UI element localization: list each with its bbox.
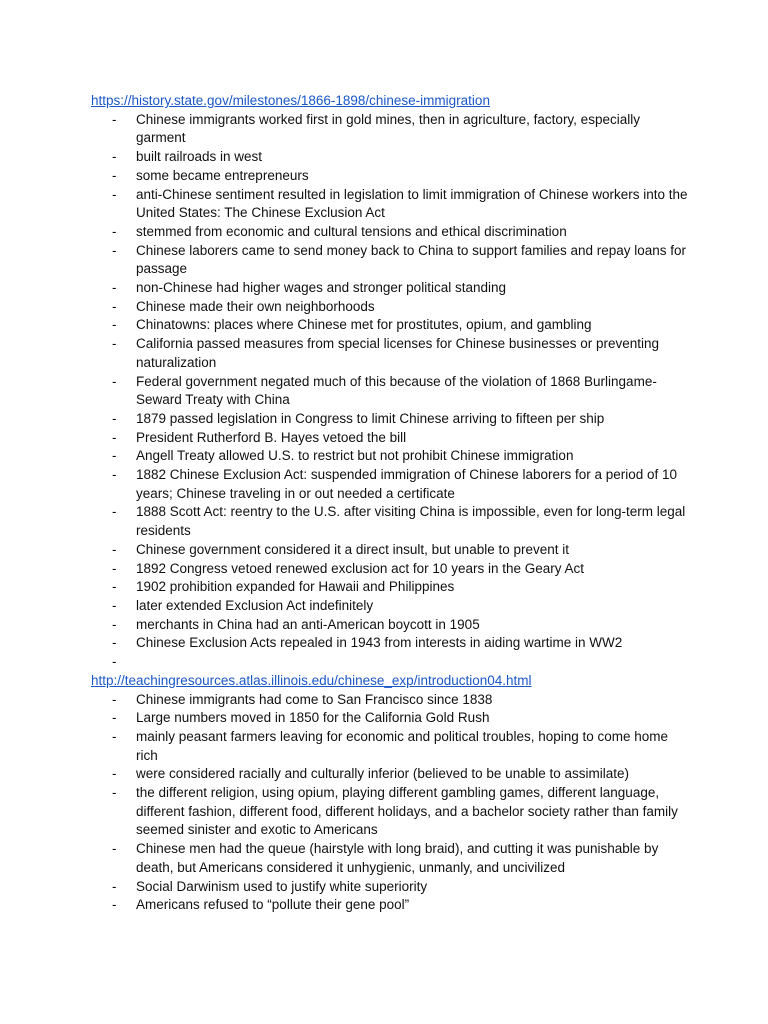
list-item [91, 560, 691, 579]
list-item-text: Chinese laborers came to send money back to China to support families and repay loans for passage [136, 242, 687, 277]
list-item-text: stemmed from economic and cultural tensions and ethical discrimination [136, 223, 567, 239]
list-item [91, 373, 691, 410]
bullet-dash: - [112, 841, 117, 857]
list-item-empty [91, 653, 691, 672]
bullet-list [91, 111, 691, 672]
list-item-text: 1888 Scott Act: reentry to the U.S. after visiting China is impossible, even for long-term legal residents [136, 504, 686, 539]
list-item-text: Large numbers moved in 1850 for the California Gold Rush [136, 710, 490, 726]
source-link-state-gov[interactable]: https://history.state.gov/milestones/1866-1898/chinese-immigration [91, 93, 490, 108]
bullet-dash: - [112, 597, 117, 613]
list-item [91, 691, 691, 710]
list-item [91, 429, 691, 448]
list-item-text: Chinese government considered it a direct insult, but unable to prevent it [136, 541, 570, 557]
list-item-text: Federal government negated much of this because of the violation of 1868 Burlingame-Seward Treaty with China [136, 373, 657, 408]
list-item [91, 447, 691, 466]
list-item [91, 167, 691, 186]
list-item-text: later extended Exclusion Act indefinitely [136, 597, 374, 613]
bullet-dash: - [112, 467, 117, 483]
bullet-dash: - [112, 410, 117, 426]
list-item-text: some became entrepreneurs [136, 167, 309, 183]
bullet-dash: - [112, 149, 117, 165]
list-item-text: Americans refused to “pollute their gene pool” [136, 897, 410, 913]
list-item-text: Chinese immigrants worked first in gold mines, then in agriculture, factory, especially garment [136, 111, 640, 146]
bullet-dash: - [112, 766, 117, 782]
list-item [91, 616, 691, 635]
list-item [91, 634, 691, 653]
bullet-dash: - [112, 785, 117, 801]
list-item-text: California passed measures from special licenses for Chinese businesses or preventing naturalization [136, 336, 660, 370]
bullet-dash: - [112, 336, 117, 352]
list-item-text: Chinese made their own neighborhoods [136, 298, 375, 314]
bullet-dash: - [112, 373, 117, 389]
list-item-text: merchants in China had an anti-American boycott in 1905 [136, 616, 480, 632]
bullet-dash: - [112, 111, 117, 127]
bullet-dash: - [112, 616, 117, 632]
bullet-dash: - [112, 878, 117, 894]
list-item-text: 1882 Chinese Exclusion Act: suspended immigration of Chinese laborers for a period of 10 years; Chinese traveling in or out needed a certificate [136, 467, 678, 501]
list-item-text: Chinese Exclusion Acts repealed in 1943 from interests in aiding wartime in WW2 [136, 635, 623, 651]
bullet-dash: - [112, 579, 117, 595]
list-item-text: Chinese immigrants had come to San Francisco since 1838 [136, 691, 493, 707]
list-item [91, 896, 691, 915]
bullet-dash: - [112, 317, 117, 333]
list-item [91, 223, 691, 242]
bullet-dash: - [112, 280, 117, 296]
bullet-dash: - [112, 691, 117, 707]
list-item-text: Angell Treaty allowed U.S. to restrict but not prohibit Chinese immigration [136, 448, 574, 464]
list-item [91, 466, 691, 503]
bullet-dash: - [112, 560, 117, 576]
bullet-dash: - [112, 710, 117, 726]
bullet-dash: - [112, 223, 117, 239]
bullet-dash: - [112, 242, 117, 258]
bullet-dash: - [112, 298, 117, 314]
list-item [91, 709, 691, 728]
bullet-dash: - [112, 897, 117, 913]
list-item-text: 1879 passed legislation in Congress to limit Chinese arriving to fifteen per ship [136, 410, 605, 426]
bullet-dash: - [112, 728, 117, 744]
list-item [91, 578, 691, 597]
list-item [91, 840, 691, 877]
list-item [91, 597, 691, 616]
bullet-list [91, 691, 691, 915]
bullet-dash: - [112, 504, 117, 520]
document-content [91, 92, 691, 915]
list-item [91, 728, 691, 765]
list-item [91, 503, 691, 540]
list-item-text: were considered racially and culturally inferior (believed to be unable to assimilate) [136, 766, 630, 782]
bullet-dash: - [112, 448, 117, 464]
list-item-text: President Rutherford B. Hayes vetoed the bill [136, 429, 407, 445]
bullet-dash: - [112, 167, 117, 183]
list-item [91, 148, 691, 167]
list-item [91, 279, 691, 298]
list-item [91, 878, 691, 897]
list-item [91, 410, 691, 429]
list-item [91, 111, 691, 148]
list-item-text: Chinese men had the queue (hairstyle with long braid), and cutting it was punishable by death, but Americans considered it unhygienic, unmanly, and uncivilized [136, 841, 659, 875]
list-item-text: Chinatowns: places where Chinese met for prostitutes, opium, and gambling [136, 317, 592, 333]
list-item [91, 242, 691, 279]
bullet-dash: - [112, 186, 117, 202]
bullet-dash: - [112, 635, 117, 651]
list-item-text: the different religion, using opium, playing different gambling games, different language, different fashion, different food, different holidays, and a bachelor society rather than family seemed sinister and exotic to Americans [136, 785, 678, 838]
list-item [91, 335, 691, 372]
list-item [91, 541, 691, 560]
list-item-text: anti-Chinese sentiment resulted in legislation to limit immigration of Chinese workers into the United States: The Chinese Exclusion Act [136, 186, 688, 221]
list-item-text: 1902 prohibition expanded for Hawaii and Philippines [136, 579, 455, 595]
list-item-text: non-Chinese had higher wages and stronger political standing [136, 280, 506, 296]
source-link-illinois-atlas[interactable]: http://teachingresources.atlas.illinois.edu/chinese_exp/introduction04.html [91, 672, 532, 688]
list-item [91, 784, 691, 840]
list-item [91, 186, 691, 223]
list-item [91, 316, 691, 335]
list-item [91, 765, 691, 784]
list-item [91, 298, 691, 317]
bullet-dash: - [112, 654, 117, 670]
list-item-text: built railroads in west [136, 149, 263, 165]
list-item-text: mainly peasant farmers leaving for economic and political troubles, hoping to come home rich [136, 728, 669, 763]
bullet-dash: - [112, 429, 117, 445]
list-item-text: Social Darwinism used to justify white superiority [136, 878, 428, 894]
list-item-text: 1892 Congress vetoed renewed exclusion act for 10 years in the Geary Act [136, 560, 585, 576]
bullet-dash: - [112, 541, 117, 557]
